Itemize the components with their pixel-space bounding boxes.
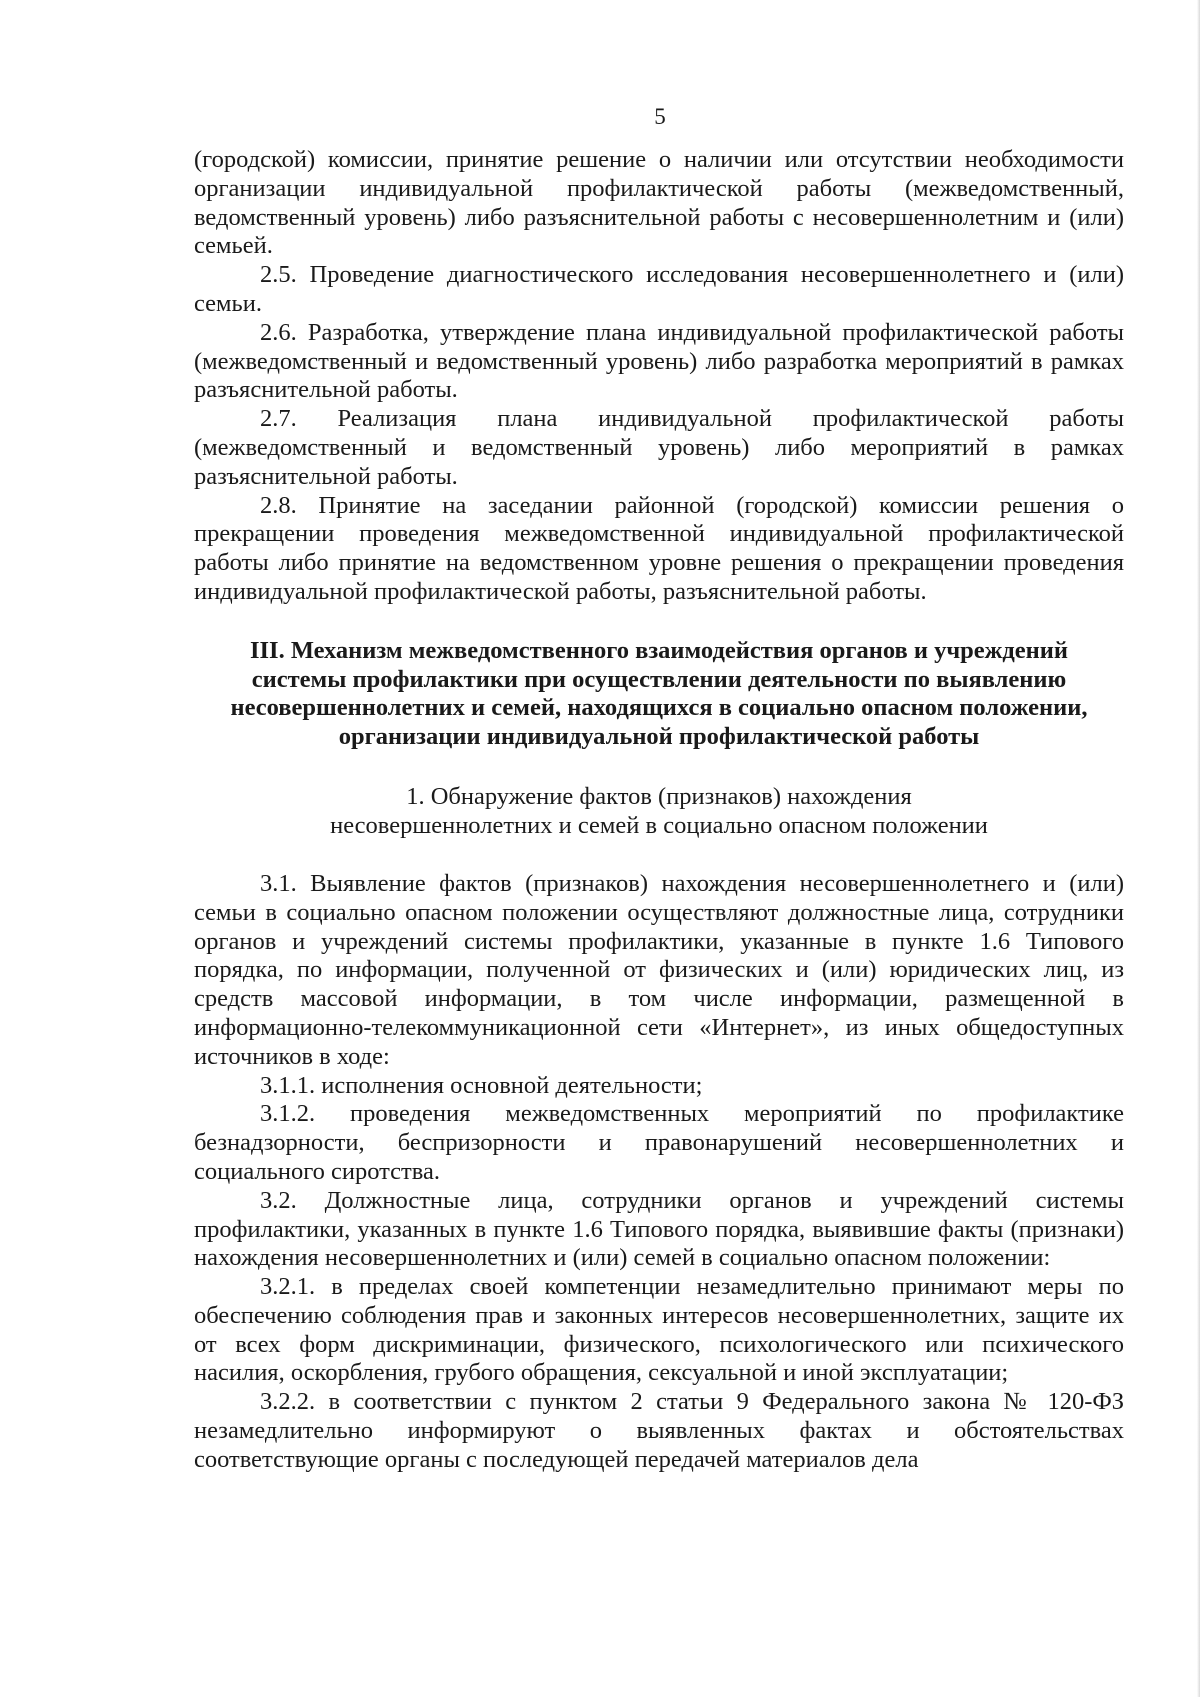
paragraph-3-2: 3.2. Должностные лица, сотрудники органов и учреждений системы профилактики, указанных в пункте 1.6 Типового порядка, выявившие факты (признаки) нахождения несовершеннолетних и (или) семей в социально опасном положении:: [194, 1186, 1124, 1272]
document-body: [194, 146, 1124, 1475]
page-number: 5: [654, 104, 666, 129]
paragraph-3-2-1: 3.2.1. в пределах своей компетенции незамедлительно принимают меры по обеспечению соблюдения прав и законных интересов несовершеннолетних, защите их от всех форм дискриминации, физического, психологического или психического насилия, оскорбления, грубого обращения, сексуальной и иной эксплуатации;: [194, 1273, 1124, 1387]
paragraph-2-6: 2.6. Разработка, утверждение плана индивидуальной профилактической работы (межведомственный и ведомственный уровень) либо разработка мероприятий в рамках разъяснительной работы.: [194, 318, 1124, 404]
paragraph-3-1-1: 3.1.1. исполнения основной деятельности;: [260, 1071, 703, 1099]
subsection-heading-line-1: 1. Обнаружение фактов (признаков) нахождения: [406, 782, 912, 810]
paragraph-2-8: 2.8. Принятие на заседании районной (городской) комиссии решения о прекращении проведения межведомственной индивидуальной профилактической работы либо принятие на ведомственном уровне решения о прекращении проведения индивидуальной профилактической работы, разъяснительной работы.: [194, 491, 1124, 605]
subsection-heading-1: [194, 782, 1124, 840]
section-heading-iii: III. Механизм межведомственного взаимодействия органов и учреждений системы профилактики при осуществлении деятельности по выявлению несовершеннолетних и семей, находящихся в социально опасном положении, организации индивидуальной профилактической работы: [230, 636, 1088, 751]
paragraph-3-2-2: 3.2.2. в соответствии с пунктом 2 статьи 9 Федерального закона № 120-ФЗ незамедлительно информируют о выявленных фактах и обстоятельствах соответствующие органы с последующей передачей материалов дела: [194, 1388, 1124, 1473]
subsection-heading-line-2: несовершеннолетних и семей в социально опасном положении: [330, 811, 988, 839]
paragraph-2-7: 2.7. Реализация плана индивидуальной профилактической работы (межведомственный и ведомственный уровень) либо мероприятий в рамках разъяснительной работы.: [194, 405, 1124, 490]
paragraph-commission-decision: (городской) комиссии, принятие решение о наличии или отсутствии необходимости организации индивидуальной профилактической работы (межведомственный, ведомственный уровень) либо разъяснительной работы с несовершеннолетним и (или) семьей.: [194, 146, 1124, 260]
paragraph-3-1-2: 3.1.2. проведения межведомственных мероприятий по профилактике безнадзорности, беспризорности и правонарушений несовершеннолетних и социального сиротства.: [194, 1100, 1124, 1185]
paragraph-2-5: 2.5. Проведение диагностического исследования несовершеннолетнего и (или) семьи.: [194, 261, 1124, 317]
paragraph-3-1: 3.1. Выявление фактов (признаков) нахождения несовершеннолетнего и (или) семьи в социально опасном положении осуществляют должностные лица, сотрудники органов и учреждений системы профилактики, указанные в пункте 1.6 Типового порядка, по информации, полученной от физических и (или) юридических лиц, из средств массовой информации, в том числе информации, размещенной в информационно-телекоммуникационной сети «Интернет», из иных общедоступных источников в ходе:: [194, 869, 1124, 1070]
